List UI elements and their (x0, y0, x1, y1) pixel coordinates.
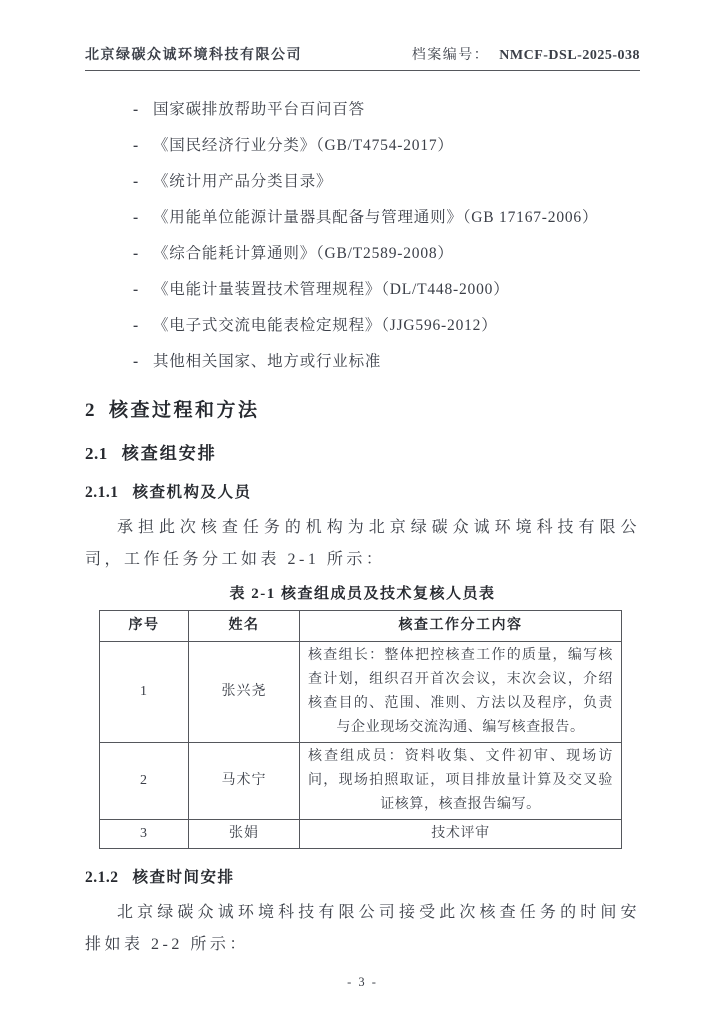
section-number: 2 (85, 400, 95, 421)
table-header-row (100, 611, 622, 642)
section-title: 核查组安排 (121, 444, 217, 463)
dash-bullet: - (133, 245, 139, 262)
file-number-value: NMCF-DSL-2025-038 (499, 48, 640, 63)
list-item (85, 315, 640, 337)
page-number: - 3 - (347, 975, 378, 989)
section-heading-2-1-2 (85, 865, 640, 887)
dash-bullet: - (133, 209, 139, 226)
section-heading-2-1 (85, 439, 640, 464)
list-item (85, 135, 640, 157)
dash-bullet: - (133, 281, 139, 298)
cell-no: 1 (100, 642, 189, 743)
section-number: 2.1 (85, 444, 108, 463)
table-row (100, 820, 622, 849)
dash-bullet: - (133, 101, 139, 118)
list-item-text: 国家碳排放帮助平台百问百答 (153, 101, 365, 118)
section-number: 2.1.1 (85, 484, 119, 501)
dash-bullet: - (133, 317, 139, 334)
table-row (100, 642, 622, 743)
list-item (85, 207, 640, 229)
section-number: 2.1.2 (85, 869, 119, 886)
cell-name: 马术宁 (189, 743, 300, 820)
table-row (100, 743, 622, 820)
section-title: 核查机构及人员 (132, 484, 252, 501)
list-item (85, 243, 640, 265)
cell-no: 2 (100, 743, 189, 820)
cell-no: 3 (100, 820, 189, 849)
list-item-text: 《国民经济行业分类》（GB/T4754-2017） (153, 137, 454, 154)
column-header-no: 序号 (100, 611, 189, 642)
schedule-intro-paragraph: 北京绿碳众诚环境科技有限公司接受此次核查任务的时间安排如表 2-2 所示： (85, 904, 640, 953)
team-intro-paragraph: 承担此次核查任务的机构为北京绿碳众诚环境科技有限公司，工作任务分工如表 2-1 所示： (85, 519, 640, 568)
cell-duty: 核查组长：整体把控核查工作的质量，编写核查计划，组织召开首次会议，末次会议，介绍核查目的、范围、准则、方法以及程序，负责与企业现场交流沟通、编写核查报告。 (300, 642, 622, 743)
file-number-group (412, 44, 640, 64)
section-title: 核查时间安排 (132, 869, 235, 886)
column-header-name: 姓名 (189, 611, 300, 642)
dash-bullet: - (133, 137, 139, 154)
list-item-text: 《统计用产品分类目录》 (153, 173, 333, 190)
list-item-text: 《用能单位能源计量器具配备与管理通则》（GB 17167-2006） (153, 209, 599, 226)
reference-list (85, 99, 640, 373)
column-header-duty: 核查工作分工内容 (300, 611, 622, 642)
page-header (85, 44, 640, 71)
file-number-label: 档案编号： (411, 48, 490, 63)
cell-name: 张兴尧 (189, 642, 300, 743)
list-item-text: 《电能计量装置技术管理规程》（DL/T448-2000） (153, 281, 510, 298)
dash-bullet: - (133, 173, 139, 190)
list-item (85, 279, 640, 301)
cell-duty: 技术评审 (300, 820, 622, 849)
list-item (85, 351, 640, 373)
table-caption: 表 2-1 核查组成员及技术复核人员表 (229, 586, 496, 602)
section-heading-2 (85, 395, 640, 422)
section-title: 核查过程和方法 (109, 400, 260, 421)
verification-team-table (99, 610, 622, 849)
list-item (85, 99, 640, 121)
cell-duty: 核查组成员：资料收集、文件初审、现场访问，现场拍照取证，项目排放量计算及交叉验证核算，核查报告编写。 (300, 743, 622, 820)
company-name: 北京绿碳众诚环境科技有限公司 (85, 48, 302, 63)
dash-bullet: - (133, 353, 139, 370)
list-item-text: 《电子式交流电能表检定规程》（JJG596-2012） (153, 317, 498, 334)
cell-name: 张娟 (189, 820, 300, 849)
list-item-text: 其他相关国家、地方或行业标准 (153, 353, 382, 370)
list-item-text: 《综合能耗计算通则》（GB/T2589-2008） (153, 245, 454, 262)
list-item (85, 171, 640, 193)
section-heading-2-1-1 (85, 480, 640, 502)
